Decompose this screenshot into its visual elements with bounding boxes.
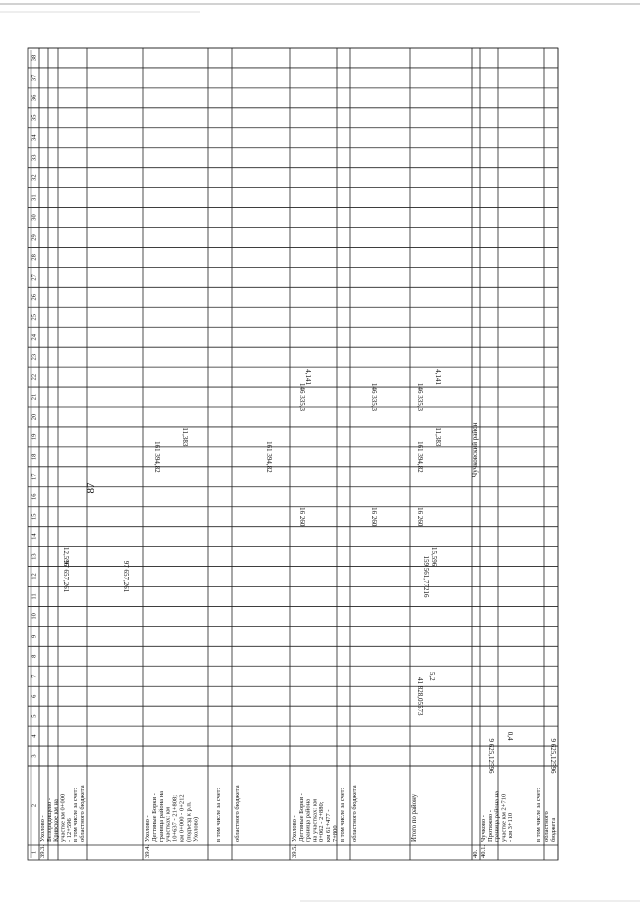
column-number-15: 15 [30, 513, 38, 520]
cell-values [62, 369, 557, 774]
row-39-3-budget: областного бюджета [79, 785, 86, 842]
value-r395a-c15: 16 260 [370, 507, 378, 527]
column-number-38: 38 [30, 54, 38, 62]
svg-text:Дегтяные Борки -: Дегтяные Борки - [150, 793, 158, 842]
column-number-3: 3 [30, 754, 38, 758]
svg-text:км 61+477 -: км 61+477 - [325, 809, 332, 842]
row-39-3-name [39, 794, 73, 842]
row-39-3-sub: в том числе за счет: [72, 787, 79, 842]
svg-text:Чучково -: Чучково - [480, 815, 487, 842]
column-number-5: 5 [30, 714, 38, 718]
district-total-label: Итого по району [411, 793, 418, 842]
row-39-4-name [144, 791, 199, 842]
column-number-9: 9 [30, 634, 38, 638]
row-39-4-number: 39.4. [144, 845, 151, 858]
column-number-10: 10 [30, 613, 38, 620]
column-number-29: 29 [30, 234, 38, 241]
column-number-28: 28 [30, 254, 38, 261]
column-number-22: 22 [30, 373, 38, 381]
svg-text:Кривское км на: Кривское км на [52, 799, 60, 842]
column-number-7: 7 [30, 674, 38, 678]
svg-text:участках: км: участках: км [164, 806, 172, 842]
column-number-36: 36 [30, 94, 38, 102]
column-number-26: 26 [30, 294, 38, 301]
svg-text:участке км 2+710: участке км 2+710 [500, 793, 508, 842]
column-number-32: 32 [30, 174, 38, 181]
column-number-18: 18 [30, 453, 38, 461]
svg-text:(подъезд к р.п.: (подъезд к р.п. [185, 801, 193, 842]
svg-text:- 12+596: - 12+596 [66, 818, 74, 842]
row-39-5-name [291, 793, 339, 842]
row-39-4-sub: в том числе за счет: [215, 787, 222, 842]
column-number-4: 4 [30, 734, 38, 738]
value-tot-c22: 4,141 [434, 369, 442, 385]
column-number-8: 8 [30, 654, 38, 658]
svg-text:граница района на: граница района на [157, 791, 165, 842]
column-number-25: 25 [30, 314, 38, 321]
value-r395a-c21: 146 335,3 [370, 383, 378, 412]
value-tot-c18: 161 394,82 [416, 441, 424, 473]
value-tot-c19: 11,383 [434, 427, 442, 447]
value-tot-c15: 16 260 [416, 507, 424, 527]
svg-text:7+800: 7+800 [331, 825, 339, 842]
value-r401b-c3: 9 625,12596 [549, 738, 557, 774]
column-number-19: 19 [30, 433, 38, 441]
value-r395-c21: 146 335,3 [298, 383, 306, 412]
column-number-27: 27 [30, 274, 38, 281]
value-tot-c13: 15,596 [430, 546, 438, 567]
value-tot-c21: 146 335,3 [416, 383, 424, 412]
row-40-1-sub: в том числе за счет: [535, 787, 542, 842]
value-tot-c6: 41 828,05573 [416, 676, 424, 716]
svg-text:Ухолово -: Ухолово - [291, 815, 298, 842]
value-tot-c7: 5,2 [428, 671, 436, 681]
svg-text:10+637 - 21+808;: 10+637 - 21+808; [171, 794, 179, 842]
svg-text:0+062 - 2+880;: 0+062 - 2+880; [318, 801, 326, 842]
row-39-5-number: 39.5. [291, 845, 298, 858]
row-39-4-budget: областного бюджета [234, 785, 241, 842]
svg-text:км 0+000 - 0+212: км 0+000 - 0+212 [178, 794, 186, 842]
column-number-33: 33 [30, 154, 38, 161]
column-number-17: 17 [30, 473, 38, 481]
svg-text:Ухолово): Ухолово) [192, 816, 200, 842]
column-number-1: 1 [30, 850, 38, 855]
value-r395-c22: 4,141 [304, 369, 312, 385]
svg-text:Дегтяные Борки -: Дегтяные Борки - [297, 793, 305, 842]
section-label: Чучковский район [471, 422, 479, 478]
svg-text:на участках: км: на участках: км [311, 798, 319, 842]
row-40-1-number: 40.1. [480, 845, 487, 858]
column-number-13: 13 [30, 553, 38, 560]
value-r393b-c12: 97 657,261 [122, 560, 130, 593]
value-tot-c12: 159 561,77216 [422, 555, 430, 598]
column-number-12: 12 [30, 573, 38, 580]
row-39-5-budget: областного бюджета [351, 785, 358, 842]
column-number-header [31, 55, 38, 854]
svg-text:участке км 0+000: участке км 0+000 [59, 793, 67, 842]
column-number-11: 11 [30, 593, 38, 600]
svg-text:бюджета: бюджета [549, 817, 557, 842]
column-number-30: 30 [30, 214, 38, 221]
svg-text:граница района: граница района [304, 799, 312, 842]
svg-text:- км 3+110: - км 3+110 [507, 812, 515, 842]
column-number-16: 16 [30, 493, 38, 500]
column-number-2: 2 [30, 803, 38, 808]
svg-text:Протяжно -: Протяжно - [486, 810, 494, 842]
value-r401-c3: 9 625,12596 [487, 738, 495, 774]
svg-text:Ухолово -: Ухолово - [144, 815, 151, 842]
value-r393-c13: 12,596 [62, 546, 70, 567]
column-number-20: 20 [30, 413, 38, 421]
row-labels [39, 422, 557, 858]
column-number-31: 31 [30, 194, 38, 201]
row-40-1-name [480, 791, 514, 842]
column-number-14: 14 [30, 533, 38, 540]
svg-text:областного: областного [543, 811, 550, 842]
value-r394-c18: 161 394,82 [153, 441, 161, 473]
row-39-3-number: 39.3. [39, 845, 46, 858]
value-r401-c4: 0,4 [506, 731, 514, 741]
svg-text:Белорядищево -: Белорядищево - [45, 797, 53, 842]
value-r393-c12: 97 657,261 [62, 560, 70, 593]
value-r394b-c18: 161 394,82 [265, 441, 273, 473]
page-number: 87 [85, 482, 97, 494]
column-number-6: 6 [30, 694, 38, 698]
column-number-21: 21 [30, 393, 38, 401]
row-40-number: 40. [472, 849, 479, 858]
column-number-34: 34 [30, 134, 38, 141]
value-r394-c19: 11,383 [181, 427, 189, 447]
svg-text:граница района на: граница района на [493, 791, 501, 842]
column-number-35: 35 [30, 114, 38, 122]
value-r395-c15: 16 260 [298, 507, 306, 527]
row-39-5-sub: в том числе за счет: [339, 787, 346, 842]
column-number-24: 24 [30, 333, 38, 341]
column-number-37: 37 [30, 74, 38, 82]
svg-text:Ухолово -: Ухолово - [39, 815, 46, 842]
column-number-23: 23 [30, 353, 38, 361]
row-40-1-budget [543, 811, 557, 842]
